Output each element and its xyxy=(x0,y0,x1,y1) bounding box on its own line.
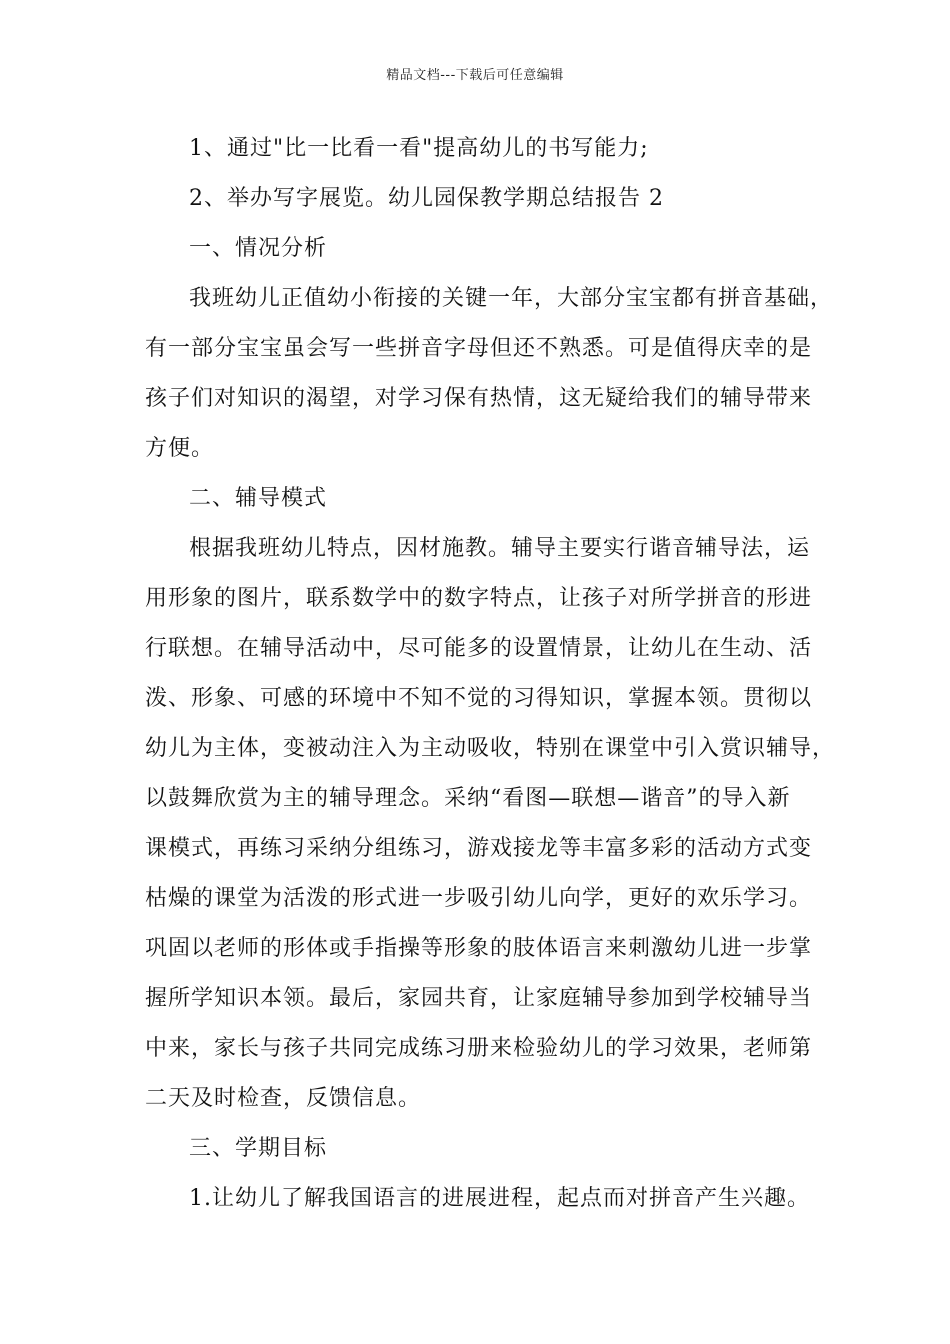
paragraph-line: 2、举办写字展览。幼儿园保教学期总结报告 2 xyxy=(189,186,664,211)
paragraph-line: 孩子们对知识的渴望，对学习保有热情，这无疑给我们的辅导带来 xyxy=(145,386,813,411)
section-heading: 二、辅导模式 xyxy=(189,486,328,511)
paragraph-line: 根据我班幼儿特点，因材施教。辅导主要实行谐音辅导法，运 xyxy=(189,536,811,561)
page-header: 精品文档---下载后可任意编辑 xyxy=(386,68,564,83)
paragraph-line: 行联想。在辅导活动中，尽可能多的设置情景，让幼儿在生动、活 xyxy=(145,636,813,661)
paragraph-line: 课模式，再练习采纳分组练习，游戏接龙等丰富多彩的活动方式变 xyxy=(145,836,813,861)
paragraph-line: 巩固以老师的形体或手指操等形象的肢体语言来刺激幼儿进一步掌 xyxy=(145,936,813,961)
section-heading: 一、情况分析 xyxy=(189,236,328,261)
paragraph-line: 二天及时检查，反馈信息。 xyxy=(145,1086,422,1111)
paragraph-line: 1、通过"比一比看一看"提高幼儿的书写能力; xyxy=(189,136,649,161)
paragraph-line: 泼、形象、可感的环境中不知不觉的习得知识，掌握本领。贯彻以 xyxy=(145,686,813,711)
paragraph-line: 枯燥的课堂为活泼的形式进一步吸引幼儿向学，更好的欢乐学习。 xyxy=(145,886,813,911)
paragraph-line: 用形象的图片，联系数学中的数字特点，让孩子对所学拼音的形进 xyxy=(145,586,813,611)
paragraph-line: 有一部分宝宝虽会写一些拼音字母但还不熟悉。可是值得庆幸的是 xyxy=(145,336,813,361)
paragraph-line: 握所学知识本领。最后，家园共育，让家庭辅导参加到学校辅导当 xyxy=(145,986,813,1011)
section-heading: 三、学期目标 xyxy=(189,1136,328,1161)
paragraph-line: 方便。 xyxy=(145,436,215,461)
document-body xyxy=(145,124,836,1224)
paragraph-line: 幼儿为主体，变被动注入为主动吸收，特别在课堂中引入赏识辅导， xyxy=(145,736,836,761)
paragraph-line: 中来，家长与孩子共同完成练习册来检验幼儿的学习效果，老师第 xyxy=(145,1036,813,1061)
paragraph-line: 以鼓舞欣赏为主的辅导理念。采纳“看图—联想—谐音”的导入新 xyxy=(145,786,791,811)
paragraph-line: 1.让幼儿了解我国语言的进展进程，起点而对拼音产生兴趣。 xyxy=(189,1186,810,1211)
paragraph-line: 我班幼儿正值幼小衔接的关键一年，大部分宝宝都有拼音基础， xyxy=(189,286,834,311)
